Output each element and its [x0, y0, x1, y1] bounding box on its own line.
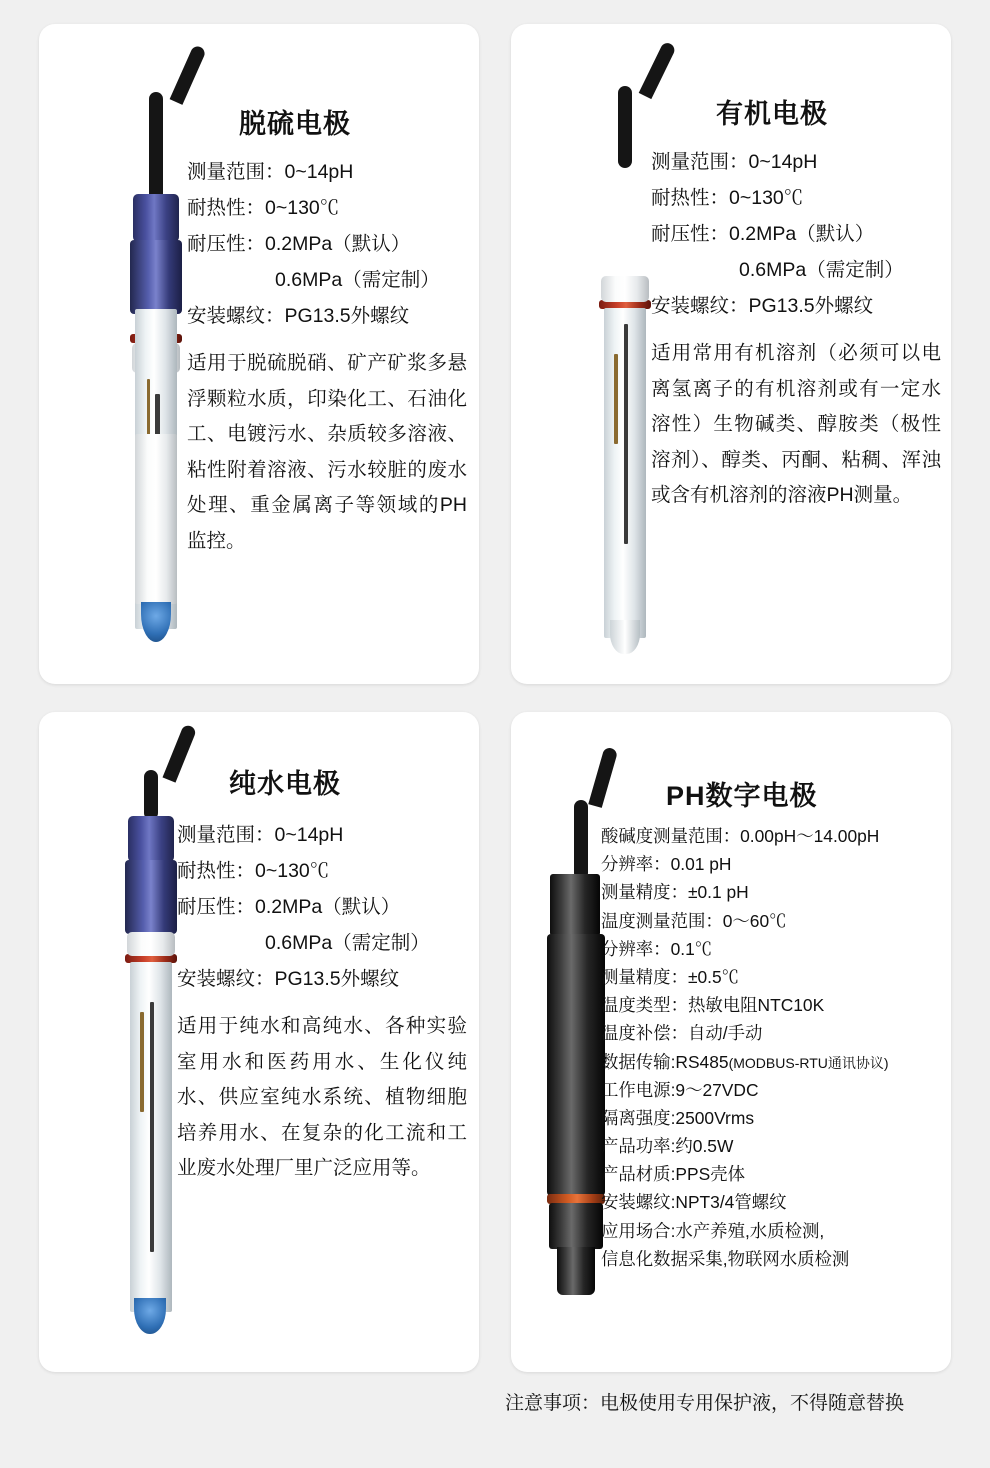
cap-blue-top: [602, 162, 648, 206]
card-title: 有机电极: [716, 99, 828, 129]
card-title: 脱硫电极: [239, 109, 351, 139]
spec-list: [177, 817, 467, 1187]
body-white-lower: [135, 434, 177, 604]
glass-bulb-tip: [610, 620, 640, 654]
cable-lower: [574, 800, 588, 880]
card-pure-water-electrode: [39, 712, 479, 1372]
description-paragraph: 适用常用有机溶剂（必须可以电离氢离子的有机溶剂或有一定水溶性）生物碱类、醇胺类（极性溶剂）、醇类、丙酮、粘稠、浑浊或含有机溶剂的溶液PH测量。: [651, 342, 941, 507]
inner-wire: [614, 354, 618, 444]
inner-element: [624, 324, 628, 544]
cable-upper: [639, 41, 677, 99]
spec-line: 测量范围：0~14pH: [177, 824, 344, 846]
spec-line-with-note: [601, 1048, 941, 1076]
digital-spec-list: [601, 822, 941, 1273]
spec-line: 耐热性：0~130℃: [651, 187, 804, 210]
description-paragraph: 适用于脱硫脱硝、矿产矿浆多悬浮颗粒水质，印染化工、石油化工、电镀污水、杂质较多溶液、粘性附着溶液、污水较脏的废水处理、重金属离子等领域的PH监控。: [187, 352, 467, 552]
body-white: [127, 932, 175, 956]
spec-line: 应用场合:水产养殖,水质检测,: [601, 1220, 825, 1241]
cap-blue-ribbed: [599, 204, 651, 278]
description-paragraph: 适用于纯水和高纯水、各种实验室用水和医药用水、生化仪纯水、供应室纯水系统、植物细胞培养用水、在复杂的化工流和工业废水处理厂里广泛应用等。: [177, 1015, 467, 1180]
spec-line: 0.6MPa（需定制）: [265, 932, 430, 955]
spec-line: 耐压性：0.2MPa（默认）: [651, 223, 875, 246]
spec-line: 0.6MPa（需定制）: [275, 269, 440, 292]
cable-lower: [144, 770, 158, 820]
spec-line: 安装螺纹：PG13.5外螺纹: [651, 295, 874, 318]
spec-line: 测量精度：±0.1 pH: [601, 882, 749, 903]
spec-line: 测量范围：0~14pH: [651, 151, 818, 173]
cable-lower: [149, 92, 163, 202]
spec-line: 温度补偿：自动/手动: [601, 1023, 763, 1044]
spec-line: 温度类型：热敏电阻NTC10K: [601, 995, 825, 1016]
spec-line: 隔离强度:2500Vrms: [601, 1107, 755, 1128]
card-grid: [28, 24, 962, 1372]
spec-line: 安装螺纹：PG13.5外螺纹: [177, 968, 400, 991]
cable-upper: [170, 44, 207, 105]
cap-navy-top: [133, 194, 179, 242]
spec-line: 数据传输:RS485: [601, 1051, 729, 1072]
card-organic-electrode: [511, 24, 951, 684]
inner-wire: [140, 1012, 144, 1112]
spec-list: [187, 154, 467, 559]
spec-line: 安装螺纹：PG13.5外螺纹: [187, 305, 410, 328]
glass-bulb-tip: [134, 1298, 166, 1334]
card-desulfurization-electrode: [39, 24, 479, 684]
card-title: 纯水电极: [229, 769, 341, 799]
spec-line: 安装螺纹:NPT3/4管螺纹: [601, 1192, 787, 1213]
body-white: [601, 276, 649, 302]
cap-black-threaded: [550, 874, 600, 936]
spec-note: (MODBUS-RTU通讯协议): [728, 1054, 889, 1071]
spec-line: 0.6MPa（需定制）: [739, 259, 904, 282]
housing-black: [547, 934, 605, 1196]
spec-line: 产品材质:PPS壳体: [601, 1164, 745, 1185]
cap-navy-top: [128, 816, 174, 862]
cap-navy-ribbed: [130, 240, 182, 314]
cable-lower: [618, 86, 632, 168]
spec-line: 工作电源:9～27VDC: [601, 1079, 759, 1100]
glass-bulb-tip: [141, 602, 171, 642]
spec-line: 耐热性：0~130℃: [187, 197, 340, 220]
card-digital-ph-electrode: [511, 712, 951, 1372]
cable-upper: [163, 724, 198, 783]
spec-line: 耐热性：0~130℃: [177, 860, 330, 883]
cap-navy-ribbed: [125, 860, 177, 934]
spec-line: 分辨率：0.01 pH: [601, 854, 732, 875]
inner-element: [150, 1002, 154, 1252]
cable-upper: [588, 746, 618, 808]
spec-line: 测量精度：±0.5℃: [601, 966, 740, 987]
footnote: 注意事项：电极使用专用保护液，不得随意替换: [505, 1393, 905, 1414]
spec-list: [651, 144, 941, 514]
spec-line: 测量范围：0~14pH: [187, 161, 354, 183]
spec-line: 温度测量范围：0～60℃: [601, 910, 787, 931]
housing-lower-threaded: [549, 1203, 603, 1249]
spec-line: 酸碱度测量范围：0.00pH～14.00pH: [601, 826, 880, 846]
card-title: PH数字电极: [666, 781, 818, 811]
spec-line: 分辨率：0.1℃: [601, 938, 713, 959]
spec-line: 产品功率:约0.5W: [601, 1136, 734, 1157]
spec-line: 信息化数据采集,物联网水质检测: [601, 1248, 850, 1269]
spec-line: 耐压性：0.2MPa（默认）: [177, 896, 401, 919]
spec-line: 耐压性：0.2MPa（默认）: [187, 233, 411, 256]
sensor-tip-guard: [557, 1247, 595, 1295]
